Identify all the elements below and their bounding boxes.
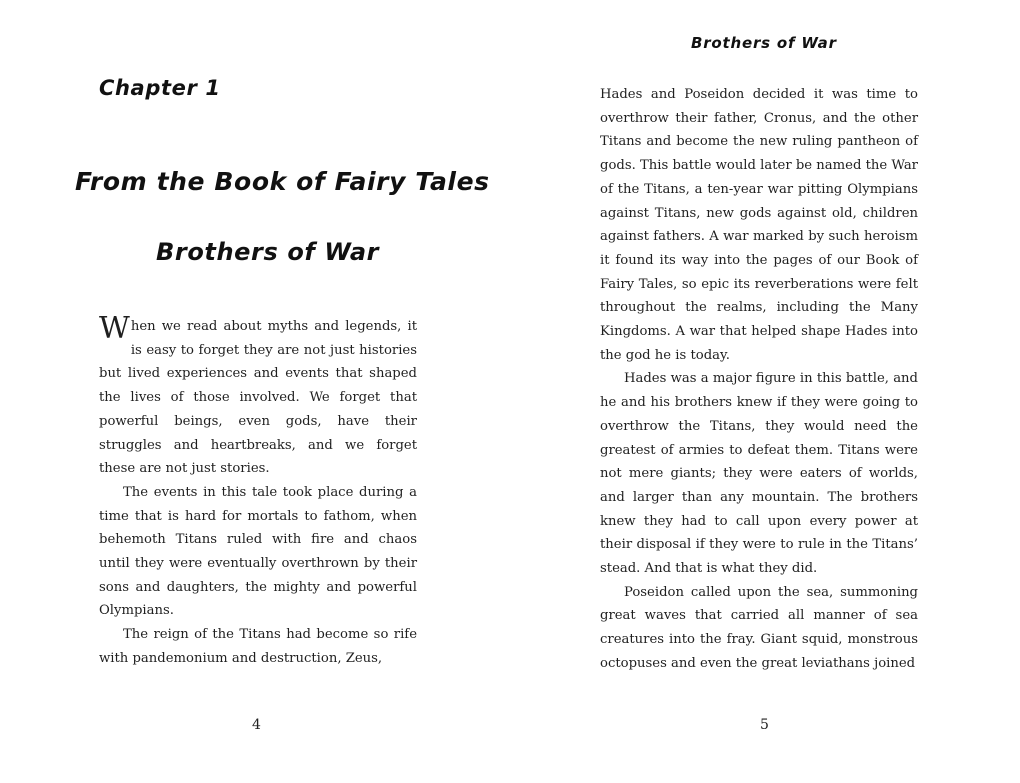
right-body-text bbox=[600, 83, 918, 676]
chapter-label: Chapter 1 bbox=[99, 76, 221, 100]
left-body-text bbox=[99, 311, 417, 671]
running-head: Brothers of War bbox=[691, 34, 837, 52]
paragraph: The events in this tale took place during a time that is hard for mortals to fathom, when behemoth Titans ruled with fire and chaos until they were eventually overthrown by their sons and daughters, the mighty and powerful Olympians. bbox=[99, 484, 417, 619]
right-page bbox=[510, 0, 1020, 783]
paragraph: Hades and Poseidon decided it was time to overthrow their father, Cronus, and the other Titans and become the new ruling pantheon of gods. This battle would later be named the War of the Titans, a ten-year war pitting Olympians against Titans, new gods against old, children against fathers. A war marked by such heroism it found its way into the pages of our Book of Fairy Tales, so epic its reverberations were felt throughout the realms, including the Many Kingdoms. A war that helped shape Hades into the god he is today. bbox=[600, 87, 918, 363]
paragraph: The reign of the Titans had become so rife with pandemonium and destruction, Zeus, bbox=[99, 627, 417, 666]
page-number: 4 bbox=[252, 717, 261, 733]
paragraph-text: hen we read about myths and legends, it is easy to forget they are not just histories but lived experiences and events that shaped the lives of those involved. We forget that powerful beings, even gods, have their struggles and heartbreaks, and we forget these are not just stories. bbox=[99, 319, 417, 477]
drop-cap: W bbox=[99, 311, 130, 346]
paragraph bbox=[99, 311, 417, 481]
paragraph: Hades was a major figure in this battle, and he and his brothers knew if they were going to overthrow the Titans, they would need the greatest of armies to defeat them. Titans were not mere giants; they were eaters of worlds, and larger than any mountain. The brothers knew they had to call upon every power at their disposal if they were to rule in the Titans’ stead. And that is what they did. bbox=[600, 371, 918, 577]
section-title: From the Book of Fairy Tales bbox=[75, 167, 490, 196]
story-title: Brothers of War bbox=[156, 238, 380, 266]
paragraph: Poseidon called upon the sea, summoning great waves that carried all manner of sea creatures into the fray. Giant squid, monstrous octopuses and even the great leviathans joined bbox=[600, 584, 918, 671]
page-number: 5 bbox=[760, 717, 769, 733]
